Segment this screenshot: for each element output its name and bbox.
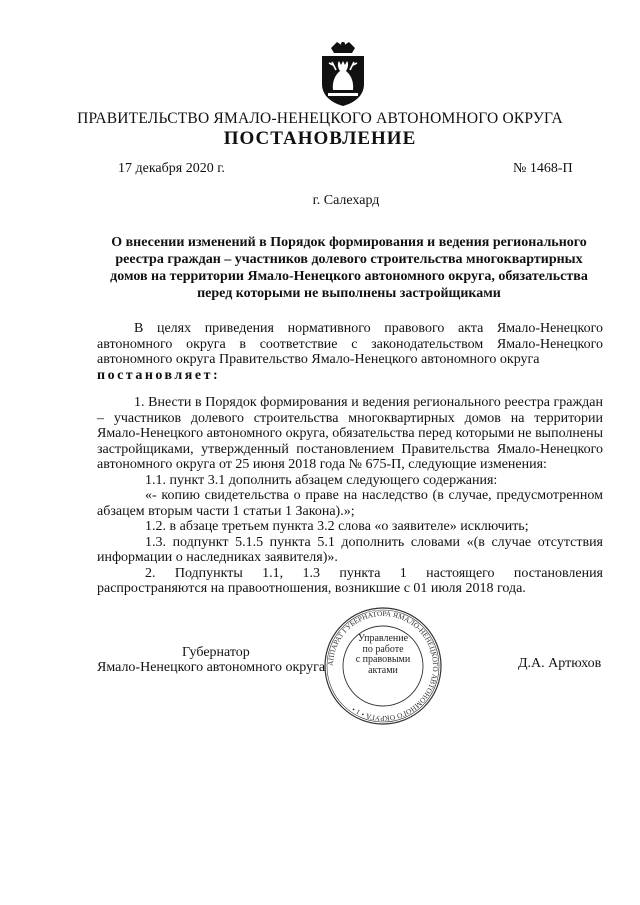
clause-1-1: 1.1. пункт 3.1 дополнить абзацем следующего содержания: [145, 472, 498, 488]
clause-2: 2. Подпункты 1.1, 1.3 пункта 1 настоящего постановления распространяются на правоотношения, возникшие с 01 июля 2018 года. [97, 565, 603, 596]
document-type: ПОСТАНОВЛЕНИЕ [223, 128, 417, 149]
document-date: 17 декабря 2020 г. [118, 161, 225, 176]
coat-of-arms-icon [318, 40, 368, 108]
clause-1-1-quote: «- копию свидетельства о праве на наследство (в случае, предусмотренном абзацем вторым части 1 статьи 1 Закона).»; [97, 488, 603, 519]
decree-body [97, 395, 603, 597]
preamble [97, 321, 603, 383]
seal-line: по работе [362, 643, 404, 655]
preamble-text: В целях приведения нормативного правового акта Ямало-Ненецкого автономного округа в соответствие с законодательством Ямало-Ненецкого автономного округа Правительство Ямало-Ненецкого автономного округа [97, 321, 603, 367]
title-line: перед которыми не выполнены застройщиками [197, 286, 501, 301]
clause-1: 1. Внести в Порядок формирования и ведения регионального реестра граждан – участников долевого строительства многоквартирных домов на территории Ямало-Ненецкого автономного округа, обязательства перед которыми не выполнены застройщиками, утвержденный постановлением Правительства Ямало-Ненецкого автономного округа от 25 июня 2018 года № 675-П, следующие изменения: [97, 395, 603, 472]
signer-position-line1: Губернатор [182, 645, 250, 660]
clause-1-3: 1.3. подпункт 5.1.5 пункта 5.1 дополнить словами «(в случае отсутствия информации о наследниках заявителя)». [97, 534, 603, 565]
seal-line: актами [368, 664, 398, 676]
signer-name: Д.А. Артюхов [518, 656, 602, 671]
organization-name: ПРАВИТЕЛЬСТВО ЯМАЛО-НЕНЕЦКОГО АВТОНОМНОГО ОКРУГА [77, 110, 563, 127]
clause-1-2: 1.2. в абзаце третьем пункта 3.2 слова «о заявителе» исключить; [145, 519, 529, 534]
decree-word: постановляет: [97, 367, 221, 383]
seal-inner-text [351, 634, 415, 698]
document-city: г. Салехард [312, 193, 380, 208]
seal-line: с правовыми [355, 654, 411, 665]
document-title [95, 234, 603, 302]
title-line: О внесении изменений в Порядок формирования и ведения регионального [111, 235, 587, 250]
seal-line: Управление [357, 633, 409, 644]
title-line: домов на территории Ямало-Ненецкого автономного округа, обязательства [110, 269, 588, 284]
document-number: № 1468-П [513, 161, 573, 176]
title-line: реестра граждан – участников долевого строительства многоквартирных [115, 252, 583, 267]
signer-position-line2: Ямало-Ненецкого автономного округа [97, 660, 326, 675]
seal-ring-text: АППАРАТ ГУБЕРНАТОРА ЯМАЛО-НЕНЕЦКОГО АВТОНОМНОГО ОКРУГА • 1 • [325, 608, 441, 724]
